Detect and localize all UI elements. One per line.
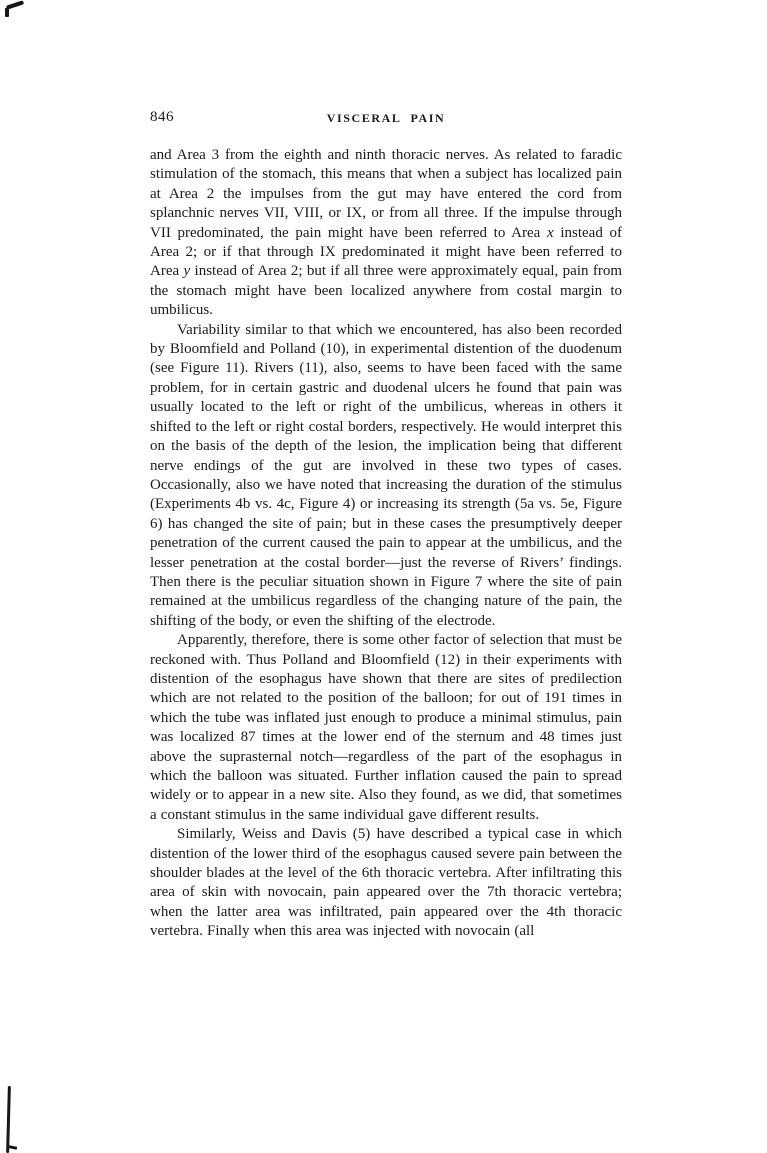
italic-variable-x: x <box>547 224 554 241</box>
paragraph-3: Apparently, therefore, there is some other factor of selection that must be reckoned with. Thus Polland and Bloomfield (12) in their experiments with distention of the esophagus have shown that there are sites of predilection which are not related to the position of the balloon; for out of 191 times in which the tube was inflated just enough to produce a minimal stimulus, pain was localized 87 times at the lower end of the sternum and 48 times just above the suprasternal notch—regardless of the part of the esophagus in which the balloon was situated. Further inflation caused the pain to spread widely or to appear in a new site. Also they found, as we did, that sometimes a constant stimulus in the same individual gave different results. <box>150 632 622 823</box>
scan-artifact-top-left-2 <box>5 8 9 17</box>
scan-artifact-bottom-left <box>6 1086 11 1153</box>
paragraph-1-segment: instead of Area 2; or if that through IX predominated it might have been referred to Area <box>150 224 622 280</box>
text-block <box>150 146 622 942</box>
italic-variable-y: y <box>183 263 191 280</box>
paragraph-4: Similarly, Weiss and Davis (5) have described a typical case in which distention of the lower third of the esophagus caused severe pain between the shoulder blades at the level of the 6th thoracic vertebra. After infiltrating this area of skin with novocain, pain appeared over the 7th thoracic vertebra; when the latter area was infiltrated, pain appeared over the 4th thoracic vertebra. Finally when this area was injected with novocain (all <box>150 826 622 940</box>
page-number: 846 <box>150 109 174 125</box>
scan-artifact-bottom-left-2 <box>9 1145 17 1150</box>
paragraph-1 <box>150 146 622 321</box>
paragraph-2: Variability similar to that which we encountered, has also been recorded by Bloomfield and Polland (10), in experimental distention of the duodenum (see Figure 11). Rivers (11), also, seems to have been faced with the same problem, for in certain gastric and duodenal ulcers he found that pain was usually located to the left or right of the umbilicus, whereas in others it shifted to the left or right costal borders, respectively. He would interpret this on the basis of the depth of the lesion, the implication being that different nerve endings of the gut are involved in these two types of cases. Occasionally, also we have noted that increasing the duration of the stimulus (Experiments 4b vs. 4c, Figure 4) or increasing its strength (5a vs. 5e, Figure 6) has changed the site of pain; but in these cases the presumptively deeper penetration of the current caused the pain to appear at the umbilicus, and the lesser penetration at the costal border—just the reverse of Rivers’ findings. Then there is the peculiar situation shown in Figure 7 where the site of pain remained at the umbilicus regardless of the changing nature of the pain, the shifting of the body, or even the shifting of the electrode. <box>150 321 622 629</box>
running-title: VISCERAL PAIN <box>326 111 446 125</box>
paragraph-1-segment: and Area 3 from the eighth and ninth thoracic nerves. As related to faradic stimulation of the stomach, this means that when a subject has localized pain at Area 2 the impulses from the gut may have entered the cord from splanchnic nerves VII, VIII, or IX, or from all three. If the impulse through VII predominated, the pain might have been referred to Area <box>150 147 622 241</box>
page-header <box>150 109 622 127</box>
paragraph-1-segment: instead of Area 2; but if all three were approximately equal, pain from the stomach might have been localized anywhere from costal margin to umbilicus. <box>150 263 622 319</box>
